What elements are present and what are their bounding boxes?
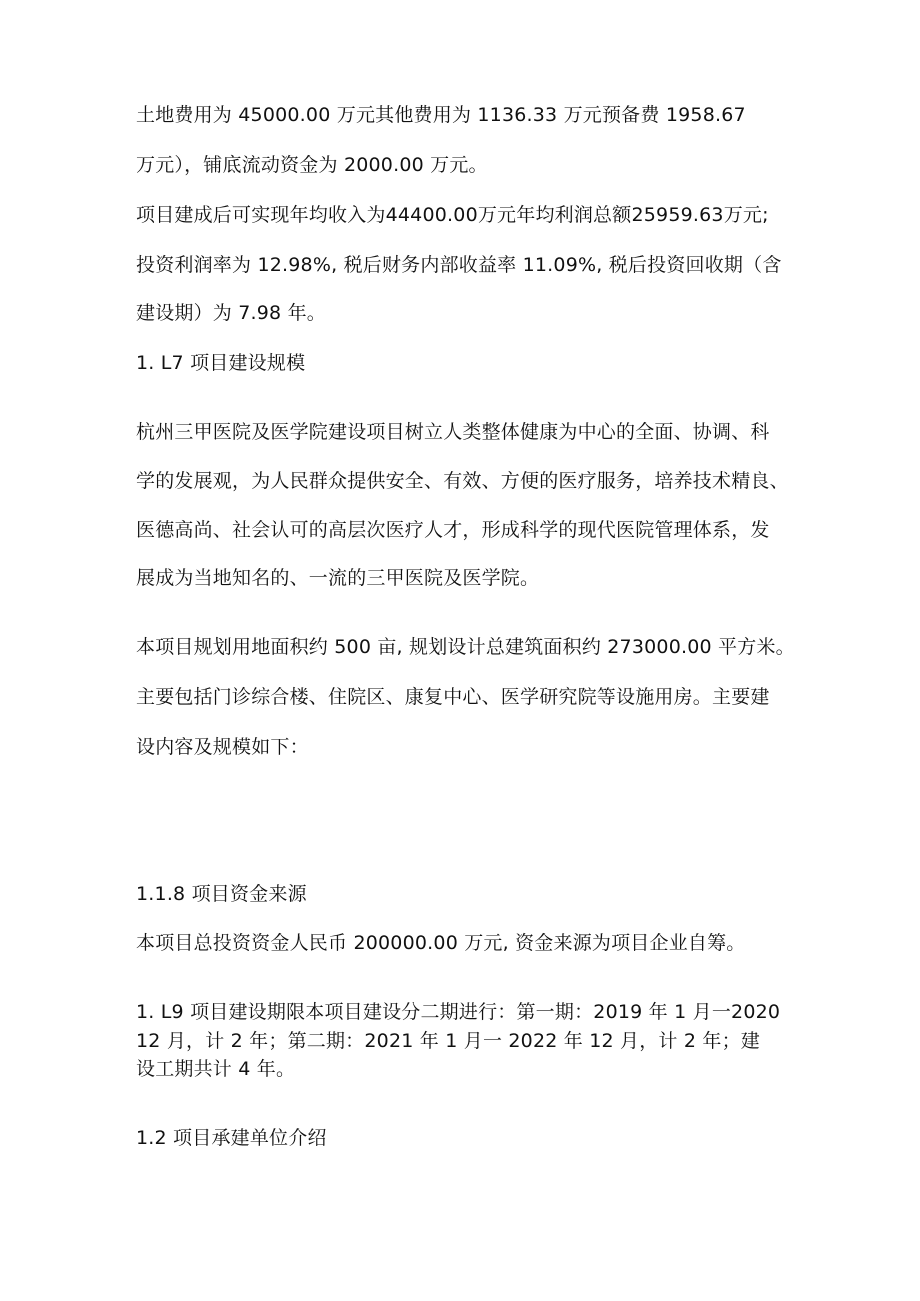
revenue-line: 项目建成后可实现年均收入为44400.00万元年均利润总额25959.63万元; xyxy=(136,204,769,226)
section-heading-funding: 1.1.8 项目资金来源 xyxy=(136,883,307,905)
schedule-line-2: 12 月，计 2 年；第二期：2021 年 1 月一 2022 年 12 月，计 2 年；建 xyxy=(136,1030,761,1052)
facilities-line: 主要包括门诊综合楼、住院区、康复中心、医学研究院等设施用房。主要建 xyxy=(136,686,770,708)
schedule-line-1: 1. L9 项目建设期限本项目建设分二期进行：第一期：2019 年 1 月一2020 xyxy=(136,1001,781,1023)
return-rate-line: 投资利润率为 12.98%, 税后财务内部收益率 11.09%, 税后投资回收期（含 xyxy=(136,254,782,276)
payback-line: 建设期）为 7.98 年。 xyxy=(136,302,326,324)
section-heading-contractor: 1.2 项目承建单位介绍 xyxy=(136,1127,327,1149)
schedule-line-3: 设工期共计 4 年。 xyxy=(136,1058,296,1080)
intro-line-4: 展成为当地知名的、一流的三甲医院及医学院。 xyxy=(136,567,540,589)
land-area-line: 本项目规划用地面积约 500 亩, 规划设计总建筑面积约 273000.00 平方米。 xyxy=(136,636,795,658)
working-capital-line: 万元），铺底流动资金为 2000.00 万元。 xyxy=(136,154,488,176)
section-heading-scale: 1. L7 项目建设规模 xyxy=(136,352,306,374)
funding-line: 本项目总投资资金人民币 200000.00 万元, 资金来源为项目企业自筹。 xyxy=(136,932,746,954)
scope-line: 设内容及规模如下： xyxy=(136,736,309,758)
land-cost-line: 土地费用为 45000.00 万元其他费用为 1136.33 万元预备费 1958.67 xyxy=(136,104,746,126)
intro-line-3: 医德高尚、社会认可的高层次医疗人才，形成科学的现代医院管理体系，发 xyxy=(136,519,770,541)
intro-line-2: 学的发展观，为人民群众提供安全、有效、方便的医疗服务，培养技术精良、 xyxy=(136,470,789,492)
intro-line-1: 杭州三甲医院及医学院建设项目树立人类整体健康为中心的全面、协调、科 xyxy=(136,421,770,443)
